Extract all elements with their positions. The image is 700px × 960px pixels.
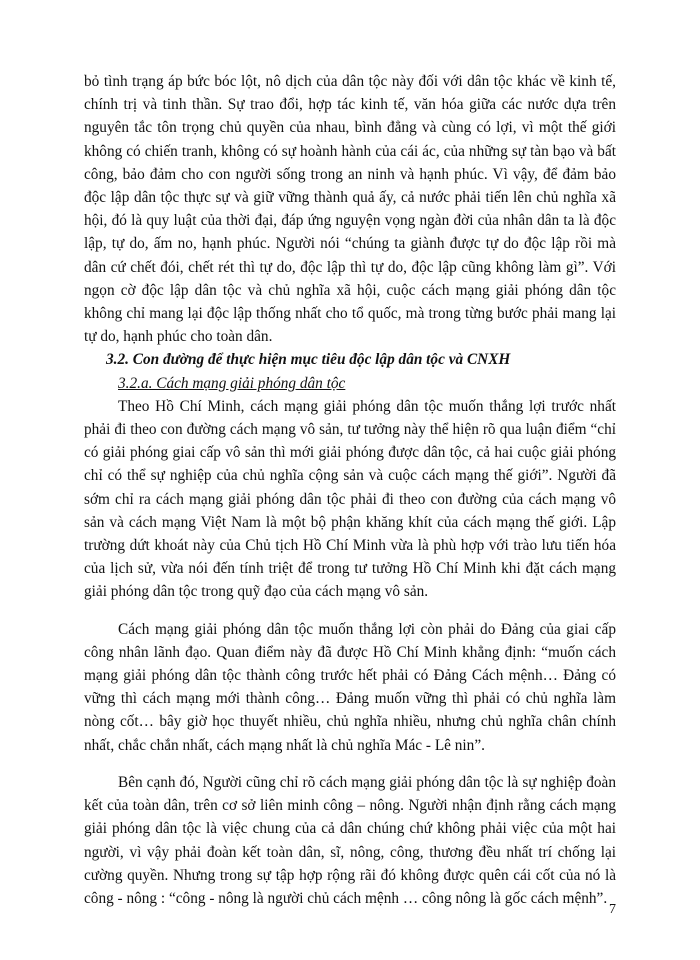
paragraph-party-leadership: Cách mạng giải phóng dân tộc muốn thắng lợi còn phải do Đảng của giai cấp công nhân lãnh đạo. Quan điểm này đã được Hồ Chí Minh khẳng định: “muốn cách mạng giải phóng dân tộc thành công trước hết phải có Đảng Cách mệnh… Đảng có vững thì cách mạng mới thành công… Đảng muốn vững thì phải có chủ nghĩa làm nòng cốt… bây giờ học thuyết nhiều, chủ nghĩa nhiều, nhưng chủ nghĩa chân chính nhất, chắc chắn nhất, cách mạng nhất là chủ nghĩa Mác - Lê nin”. — [84, 620, 616, 754]
subsection-heading: 3.2.a. Cách mạng giải phóng dân tộc — [118, 374, 346, 392]
paragraph-continuation: bỏ tình trạng áp bức bóc lột, nô dịch của dân tộc này đối với dân tộc khác về kinh tế, chính trị và tinh thần. Sự trao đổi, hợp tác kinh tế, văn hóa giữa các nước dựa trên nguyên tắc tôn trọng chủ quyền của nhau, bình đẳng và cùng có lợi, vì một thế giới không có chiến tranh, không có sự hoành hành của cái ác, của những sự tàn bạo và bất công, bảo đảm cho con người sống trong an ninh và hạnh phúc. Vì vậy, để đảm bảo độc lập dân tộc thực sự và giữ vững thành quả ấy, cả nước phải tiến lên chủ nghĩa xã hội, đó là quy luật của thời đại, đáp ứng nguyện vọng ngàn đời của nhân dân ta là độc lập, tự do, ấm no, hạnh phúc. Người nói “chúng ta giành được tự do độc lập rồi mà dân cứ chết đói, chết rét thì tự do, độc lập thì tự do, độc lập cũng không làm gì”. Với ngọn cờ độc lập dân tộc và chủ nghĩa xã hội, cuộc cách mạng giải phóng dân tộc không chỉ mang lại độc lập thống nhất cho tổ quốc, mà trong từng bước phải mang lại tự do, hạnh phúc cho toàn dân. — [84, 73, 616, 346]
paragraph-proletarian-revolution: Theo Hồ Chí Minh, cách mạng giải phóng dân tộc muốn thắng lợi trước nhất phải đi theo con đường cách mạng vô sản, tư tưởng này thể hiện rõ qua luận điểm “chỉ có giải phóng giai cấp vô sản thì mới giải phóng được dân tộc, cả hai cuộc giải phóng chỉ có thể sự nghiệp của chủ nghĩa cộng sản và cuộc cách mạng thế giới”. Người đã sớm chỉ ra cách mạng giải phóng dân tộc phải đi theo con đường của cách mạng vô sản và cách mạng Việt Nam là một bộ phận khăng khít của cách mạng thế giới. Lập trường dứt khoát này của Chủ tịch Hồ Chí Minh vừa là phù hợp với trào lưu tiến hóa của lịch sử, vừa nói đến tính triệt để trong tư tưởng Hồ Chí Minh khi đặt cách mạng giải phóng dân tộc trong quỹ đạo của cách mạng vô sản. — [84, 397, 616, 601]
page-number: 7 — [609, 902, 616, 917]
section-heading: 3.2. Con đường để thực hiện mục tiêu độc lập dân tộc và CNXH — [106, 351, 511, 369]
page-content — [84, 70, 616, 910]
paragraph-national-unity: Bên cạnh đó, Người cũng chỉ rõ cách mạng giải phóng dân tộc là sự nghiệp đoàn kết của toàn dân, trên cơ sở liên minh công – nông. Người nhận định rằng cách mạng giải phóng dân tộc là việc chung của cả dân chúng chứ không phải việc của một hai người, vì vậy phải đoàn kết toàn dân, sĩ, nông, công, thương đều nhất trí chống lại cường quyền. Nhưng trong sự tập hợp rộng rãi đó không được quên cái cốt của nó là công - nông : “công - nông là người chủ cách mệnh … công nông là gốc cách mệnh”. — [84, 773, 616, 907]
